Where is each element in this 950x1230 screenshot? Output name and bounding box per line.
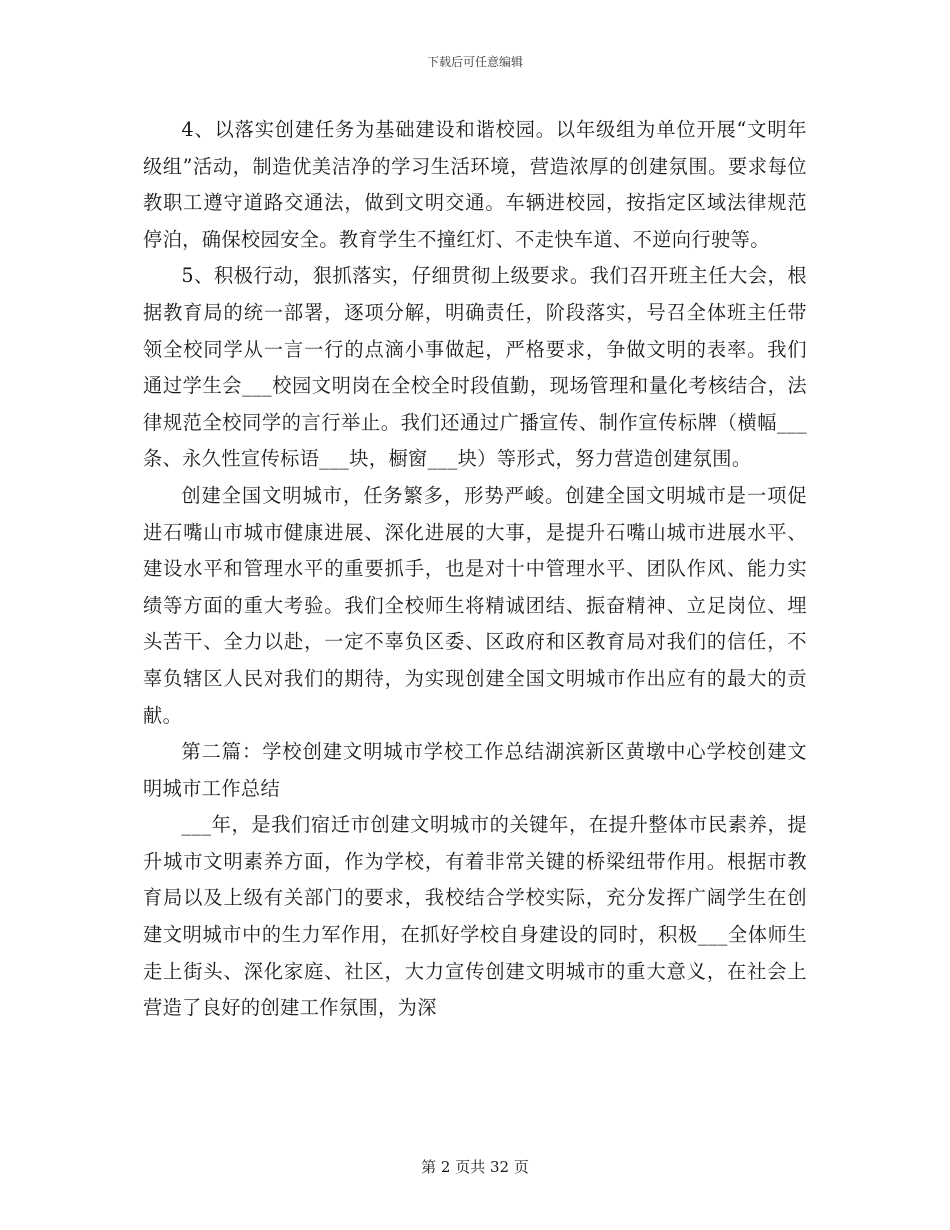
page-header: 下载后可任意编辑 bbox=[426, 55, 523, 69]
paragraph-summary: 创建全国文明城市，任务繁多，形势严峻。创建全国文明城市是一项促进石嘴山市城市健康进展、深化进展的大事，是提升石嘴山城市进展水平、建设水平和管理水平的重要抓手，也是对十中管理水平、团队作风、能力实绩等方面的重大考验。我们全校师生将精诚团结、振奋精神、立足岗位、埋头苦干、全力以赴，一定不辜负区委、区政府和区教育局对我们的信任，不辜负辖区人民对我们的期待，为实现创建全国文明城市作出应有的最大的贡献。 bbox=[143, 483, 807, 727]
paragraph-second-intro: ___年，是我们宿迁市创建文明城市的关键年，在提升整体市民素养，提升城市文明素养方面，作为学校，有着非常关键的桥梁纽带作用。根据市教育局以及上级有关部门的要求，我校结合学校实际，充分发挥广阔学生在创建文明城市中的生力军作用，在抓好学校自身建设的同时，积极___全体师生走上街头、深化家庭、社区，大力宣传创建文明城市的重大意义，在社会上营造了良好的创建工作氛围，为深 bbox=[143, 813, 807, 1020]
paragraph-item-5: 5、积极行动，狠抓落实，仔细贯彻上级要求。我们召开班主任大会，根据教育局的统一部署，逐项分解，明确责任，阶段落实，号召全体班主任带领全校同学从一言一行的点滴小事做起，严格要求，争做文明的表率。我们通过学生会___校园文明岗在全校全时段值勤，现场管理和量化考核结合，法律规范全校同学的言行举止。我们还通过广播宣传、制作宣传标牌（横幅___条、永久性宣传标语___块，橱窗___块）等形式，努力营造创建氛围。 bbox=[143, 264, 807, 471]
document-body bbox=[143, 112, 807, 1027]
section-heading-second: 第二篇：学校创建文明城市学校工作总结湖滨新区黄墩中心学校创建文明城市工作总结 bbox=[143, 740, 807, 800]
paragraph-item-4: 4、以落实创建任务为基础建设和谐校园。以年级组为单位开展“文明年级组”活动，制造优美洁净的学习生活环境，营造浓厚的创建氛围。要求每位教职工遵守道路交通法，做到文明交通。车辆进校园，按指定区域法律规范停泊，确保校园安全。教育学生不撞红灯、不走快车道、不逆向行驶等。 bbox=[143, 118, 807, 251]
page-footer: 第 2 页共 32 页 bbox=[421, 1158, 529, 1176]
